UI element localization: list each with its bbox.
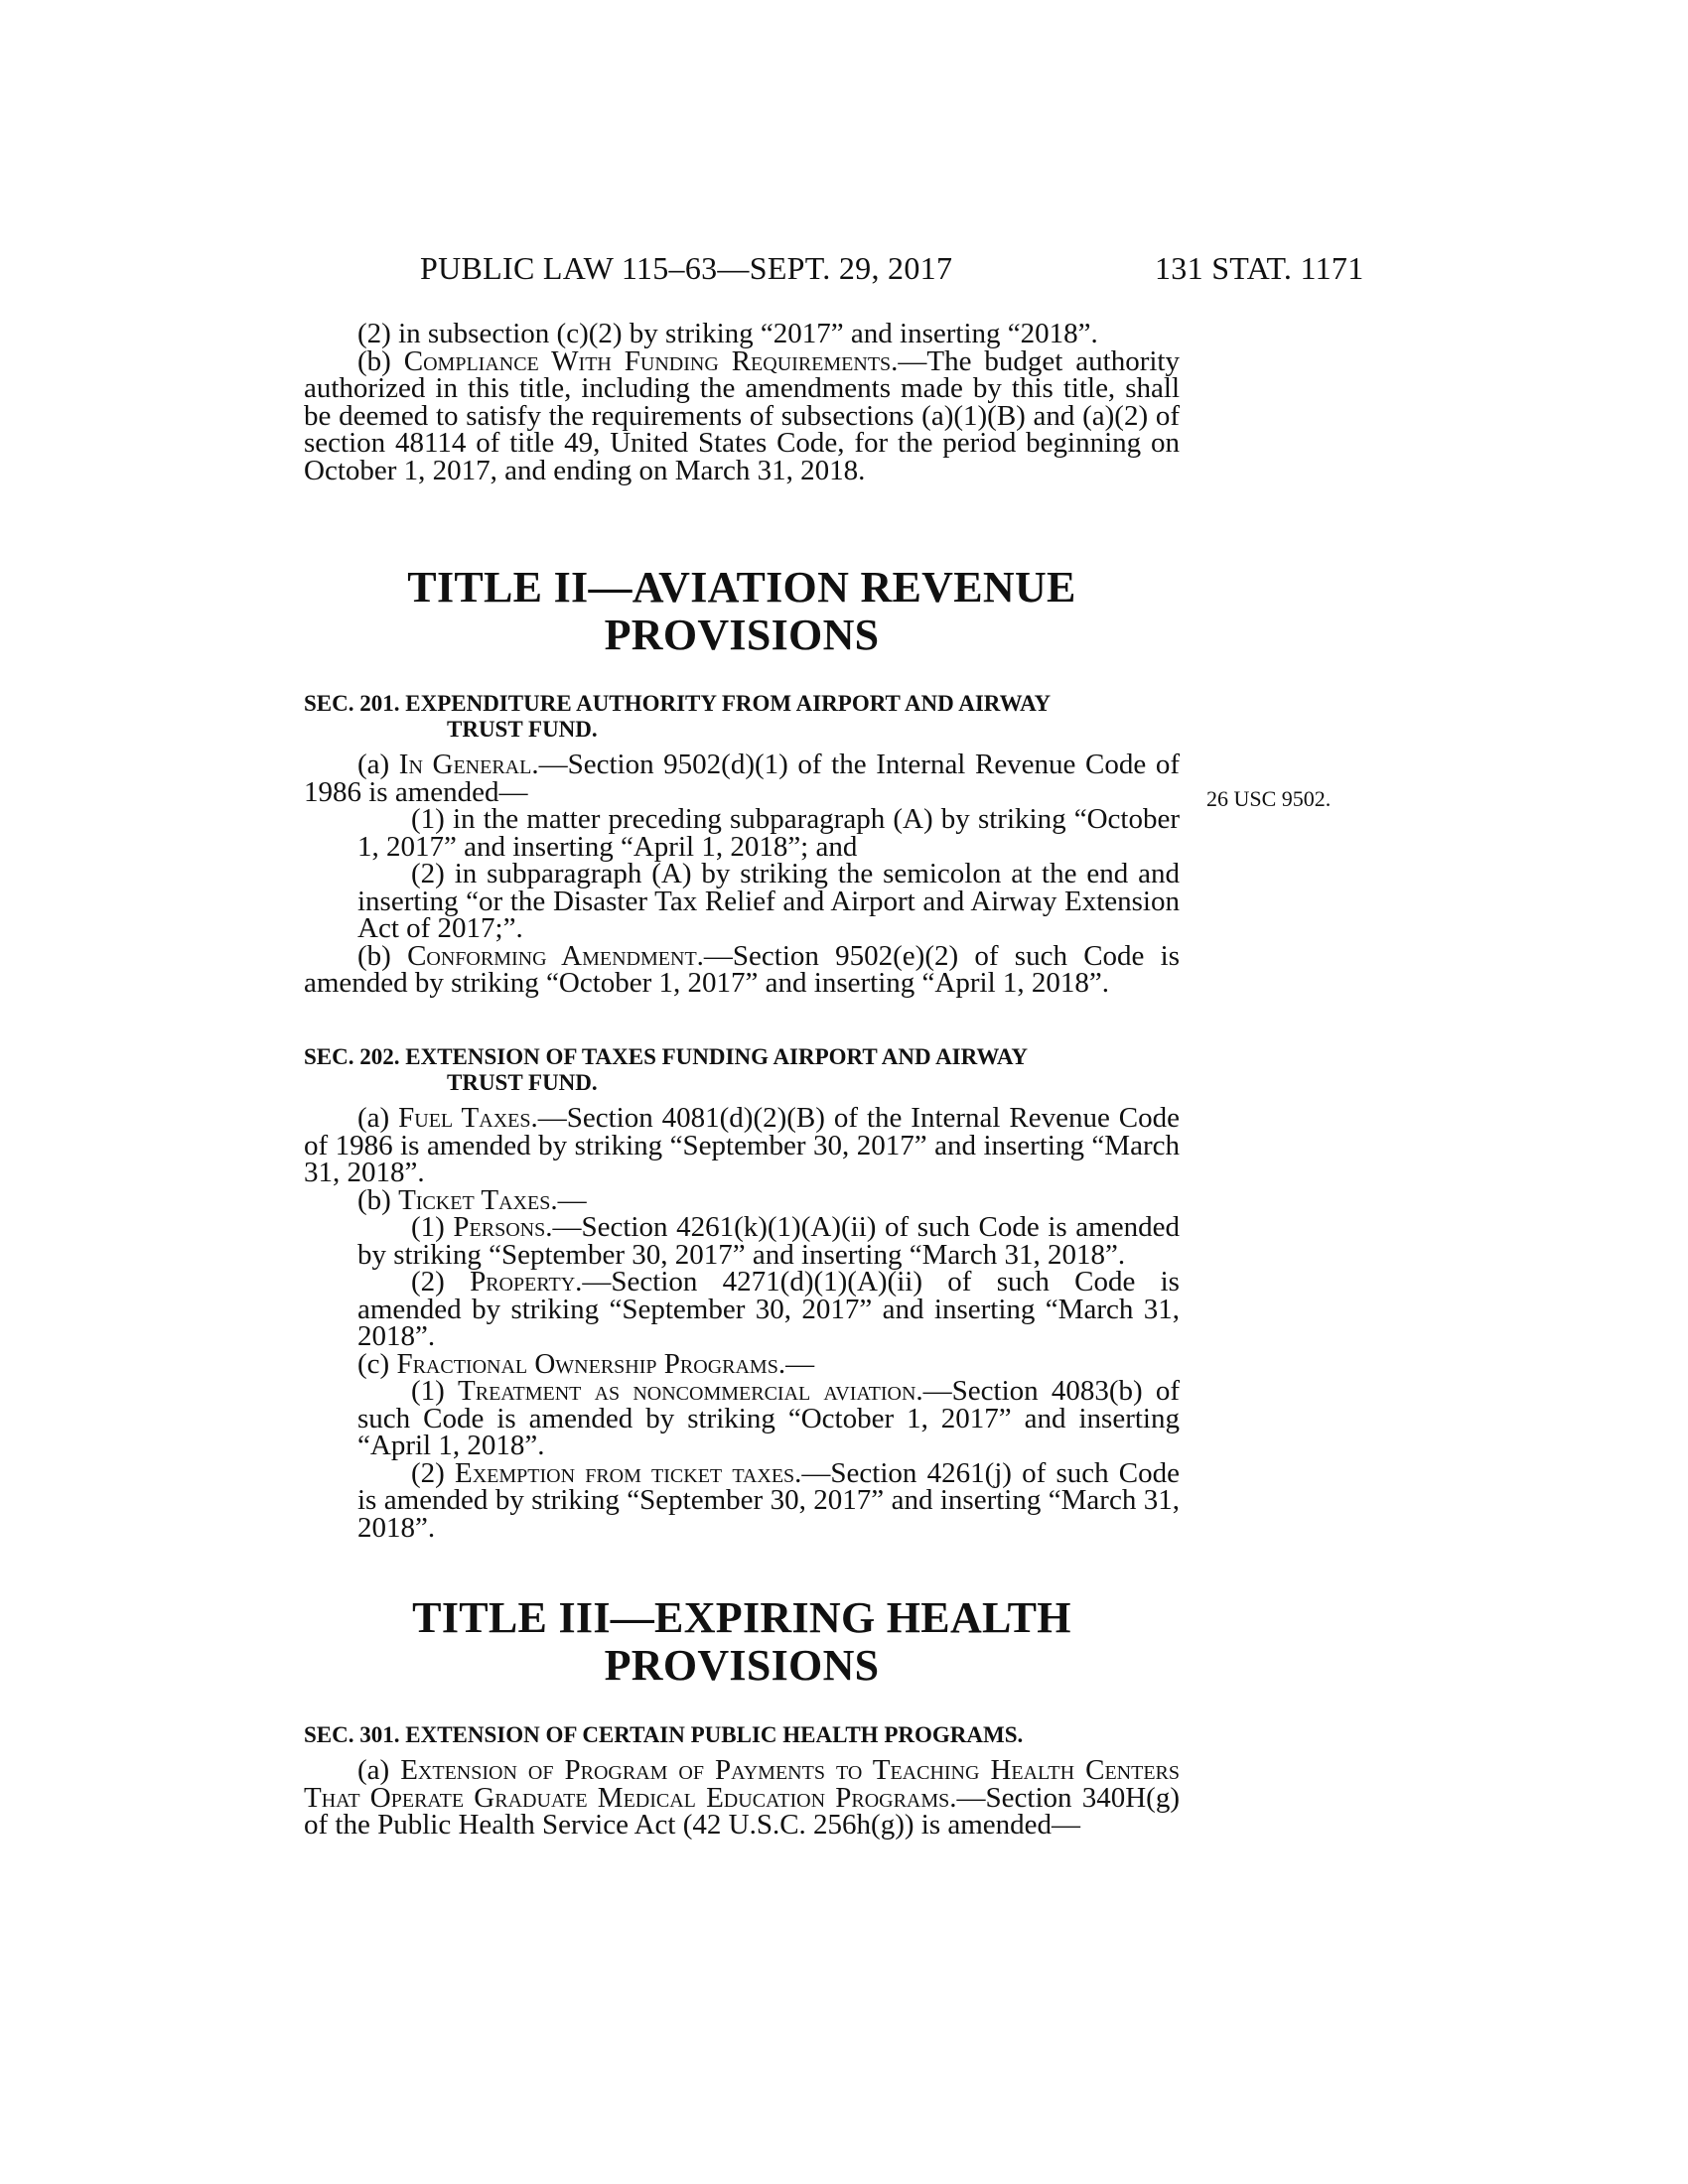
- title-heading: TITLE II—AVIATION REVENUE PROVISIONS: [407, 563, 1076, 659]
- subsection-heading: Compliance With Funding Requirements: [403, 344, 892, 377]
- running-header-left: PUBLIC LAW 115–63—SEPT. 29, 2017: [420, 250, 953, 286]
- section-201-body: [304, 751, 1180, 998]
- paragraph: (1) Persons.—Section 4261(k)(1)(A)(ii) of such Code is amended by striking “September 30, 2017” and inserting “March 31, 2018”.: [357, 1211, 1180, 1271]
- subsection-heading: Fuel Taxes: [398, 1102, 531, 1134]
- margin-note: 26 USC 9502.: [1206, 786, 1332, 811]
- paragraph: (b) Conforming Amendment.—Section 9502(e)(2) of such Code is amended by striking “October 1, 2017” and inserting “April 1, 2018”.: [304, 939, 1180, 999]
- paragraph-heading: Property: [470, 1266, 576, 1297]
- paragraph: (2) in subsection (c)(2) by striking “2017” and inserting “2018”.: [357, 318, 1098, 349]
- paragraph: (a) Extension of Program of Payments to Teaching Health Centers That Operate Graduate Medical Education Programs.—Section 340H(g) of the Public Health Service Act (42 U.S.C. 256h(g)) is amended—: [304, 1754, 1181, 1841]
- subsection-heading: Extension of Program of Payments to Teaching Health Centers That Operate Graduate Medical Education Programs: [304, 1754, 1181, 1814]
- paragraph: (b) Compliance With Funding Requirements.—The budget authority authorized in this title, including the amendments made by this title, shall be deemed to satisfy the requirements of subsections (a)(1)(B) and (a)(2) of section 48114 of title 49, United States Code, for the period beginning on October 1, 2017, and ending on March 31, 2018.: [304, 344, 1180, 486]
- section-202-body: [304, 1102, 1181, 1544]
- paragraph: (1) in the matter preceding subparagraph (A) by striking “October 1, 2017” and inserting “April 1, 2018”; and: [357, 803, 1180, 863]
- paragraph: (2) Property.—Section 4271(d)(1)(A)(ii) of such Code is amended by striking “September 30, 2017” and inserting “March 31, 2018”.: [357, 1266, 1180, 1352]
- subsection-heading: Conforming Amendment: [407, 939, 697, 972]
- title-heading: TITLE III—EXPIRING HEALTH PROVISIONS: [412, 1593, 1071, 1690]
- section-301-body: [304, 1754, 1181, 1841]
- section-heading: SEC. 301. EXTENSION OF CERTAIN PUBLIC HEALTH PROGRAMS.: [304, 1722, 1024, 1747]
- section-heading: SEC. 202. EXTENSION OF TAXES FUNDING AIRPORT AND AIRWAY TRUST FUND.: [304, 1044, 1028, 1095]
- paragraph: (a) In General.—Section 9502(d)(1) of the Internal Revenue Code of 1986 is amended—: [304, 749, 1181, 808]
- paragraph-heading: Treatment as noncommercial aviation: [458, 1375, 916, 1407]
- paragraph: (1) Treatment as noncommercial aviation.—Section 4083(b) of such Code is amended by striking “October 1, 2017” and inserting “April 1, 2018”.: [357, 1375, 1180, 1461]
- running-header-right: 131 STAT. 1171: [1155, 250, 1364, 286]
- paragraph: (2) in subparagraph (A) by striking the semicolon at the end and inserting “or the Disaster Tax Relief and Airport and Airway Extension Act of 2017;”.: [357, 858, 1180, 944]
- section-continuation: [304, 318, 1180, 486]
- paragraph: (a) Fuel Taxes.—Section 4081(d)(2)(B) of the Internal Revenue Code of 1986 is amended by striking “September 30, 2017” and inserting “March 31, 2018”.: [304, 1102, 1181, 1188]
- subsection-heading: Fractional Ownership Programs: [396, 1347, 778, 1380]
- subsection-heading: In General: [398, 749, 532, 780]
- subsection-heading: Ticket Taxes: [398, 1183, 551, 1216]
- paragraph: (2) Exemption from ticket taxes.—Section 4261(j) of such Code is amended by striking “September 30, 2017” and inserting “March 31, 2018”.: [357, 1456, 1180, 1544]
- paragraph: (c) Fractional Ownership Programs.—: [357, 1347, 815, 1380]
- paragraph: (b) Ticket Taxes.—: [357, 1183, 587, 1216]
- paragraph-heading: Exemption from ticket taxes: [454, 1456, 795, 1489]
- section-heading: SEC. 201. EXPENDITURE AUTHORITY FROM AIRPORT AND AIRWAY TRUST FUND.: [304, 691, 1052, 742]
- paragraph-heading: Persons: [453, 1211, 546, 1243]
